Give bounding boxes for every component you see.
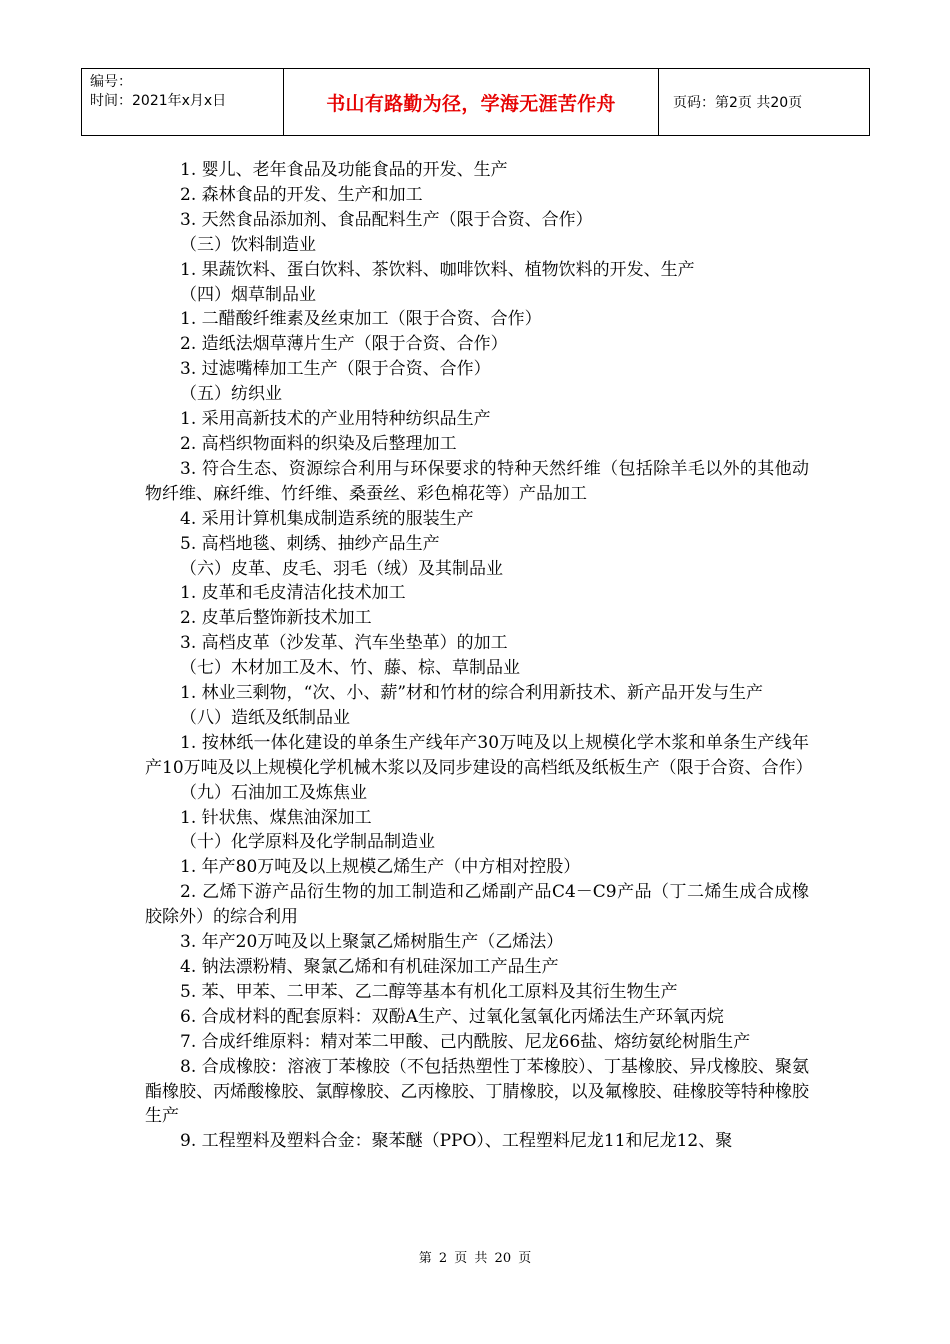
paragraph: 1. 果蔬饮料、蛋白饮料、茶饮料、咖啡饮料、植物饮料的开发、生产	[180, 259, 695, 280]
paragraph: 1. 年产80万吨及以上规模乙烯生产（中方相对控股）	[180, 857, 581, 878]
paragraph: 3. 符合生态、资源综合利用与环保要求的特种天然纤维（包括除羊毛以外的其他动物纤维、麻纤维、竹纤维、桑蚕丝、彩色棉花等）产品加工	[145, 458, 809, 504]
section-heading: （九）石油加工及炼焦业	[180, 782, 367, 803]
document-number-label: 编号：	[90, 74, 132, 90]
paragraph: 3. 过滤嘴棒加工生产（限于合资、合作）	[180, 359, 491, 380]
paragraph: 2. 造纸法烟草薄片生产（限于合资、合作）	[180, 334, 508, 355]
section-heading: （五）纺织业	[180, 384, 282, 405]
paragraph: 1. 采用高新技术的产业用特种纺织品生产	[180, 409, 491, 430]
paragraph: 2. 森林食品的开发、生产和加工	[180, 184, 423, 205]
paragraph: 3. 高档皮革（沙发革、汽车坐垫革）的加工	[180, 633, 508, 654]
document-date-label: 时间：2021年x月x日	[90, 93, 227, 109]
section-heading: （八）造纸及纸制品业	[180, 707, 350, 728]
paragraph: 2. 乙烯下游产品衍生物的加工制造和乙烯副产品C4－C9产品（丁二烯生成合成橡胶除外）的综合利用	[145, 882, 809, 928]
paragraph: 5. 苯、甲苯、二甲苯、乙二醇等基本有机化工原料及其衍生物生产	[180, 981, 678, 1002]
page-footer: 第 2 页 共 20 页	[418, 1251, 532, 1266]
paragraph: 7. 合成纤维原料：精对苯二甲酸、己内酰胺、尼龙66盐、熔纺氨纶树脂生产	[180, 1031, 751, 1052]
paragraph: 4. 采用计算机集成制造系统的服装生产	[180, 508, 474, 529]
paragraph: 1. 二醋酸纤维素及丝束加工（限于合资、合作）	[180, 309, 542, 330]
paragraph: 4. 钠法漂粉精、聚氯乙烯和有机硅深加工产品生产	[180, 957, 559, 977]
paragraph: 6. 合成材料的配套原料：双酚A生产、过氧化氢氧化丙烯法生产环氧丙烷	[180, 1006, 724, 1027]
paragraph: 8. 合成橡胶：溶液丁苯橡胶（不包括热塑性丁苯橡胶）、丁基橡胶、异戊橡胶、聚氨酯橡胶、丙烯酸橡胶、氯醇橡胶、乙丙橡胶、丁腈橡胶，以及氟橡胶、硅橡胶等特种橡胶生产	[145, 1056, 809, 1127]
section-heading: （四）烟草制品业	[180, 284, 316, 305]
paragraph: 1. 林业三剩物，“次、小、薪”材和竹材的综合利用新技术、新产品开发与生产	[180, 683, 764, 704]
paragraph: 1. 针状焦、煤焦油深加工	[180, 807, 372, 828]
paragraph: 1. 按林纸一体化建设的单条生产线年产30万吨及以上规模化学木浆和单条生产线年产10万吨及以上规模化学机械木浆以及同步建设的高档纸及纸板生产（限于合资、合作）	[145, 732, 813, 778]
paragraph: 9. 工程塑料及塑料合金：聚苯醚（PPO）、工程塑料尼龙11和尼龙12、聚	[180, 1131, 733, 1152]
paragraph: 2. 皮革后整饰新技术加工	[180, 608, 372, 629]
paragraph: 5. 高档地毯、刺绣、抽纱产品生产	[180, 533, 440, 554]
paragraph: 2. 高档织物面料的织染及后整理加工	[180, 433, 457, 454]
paragraph: 3. 年产20万吨及以上聚氯乙烯树脂生产（乙烯法）	[180, 932, 564, 953]
header-page-info: 页码：第2页 共20页	[673, 95, 803, 111]
paragraph: 1. 皮革和毛皮清洁化技术加工	[180, 583, 406, 604]
page-header	[81, 68, 870, 136]
paragraph: 3. 天然食品添加剂、食品配料生产（限于合资、合作）	[180, 209, 593, 230]
paragraph: 1. 婴儿、老年食品及功能食品的开发、生产	[180, 160, 508, 180]
section-heading: （六）皮革、皮毛、羽毛（绒）及其制品业	[180, 558, 503, 579]
header-meta-cell	[82, 69, 284, 135]
section-heading: （三）饮料制造业	[180, 234, 316, 255]
section-heading: （十）化学原料及化学制品制造业	[180, 832, 435, 853]
document-body	[145, 158, 813, 1154]
header-motto: 书山有路勤为径，学海无涯苦作舟	[284, 69, 659, 135]
section-heading: （七）木材加工及木、竹、藤、棕、草制品业	[180, 658, 520, 679]
